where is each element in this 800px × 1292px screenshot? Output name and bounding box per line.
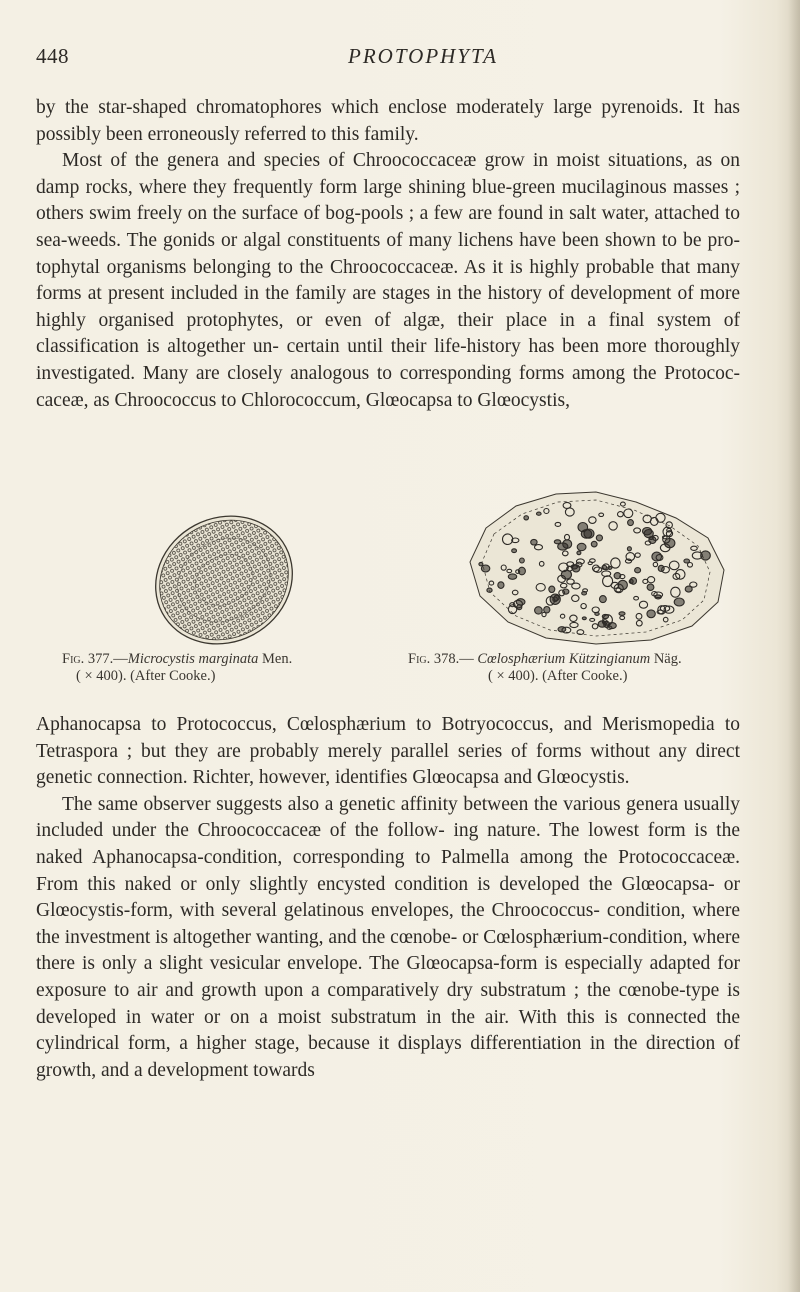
colony-cell xyxy=(520,558,525,563)
colony-cell xyxy=(598,621,606,627)
figure-378-coelosphaerium xyxy=(446,488,736,646)
body-text-top xyxy=(36,95,740,414)
colony-cell xyxy=(512,549,517,553)
colony-cell xyxy=(577,543,586,550)
colony-cell xyxy=(595,612,599,615)
colony-cell xyxy=(550,594,560,604)
paragraph: Aphanocapsa to Protococcus, Cœlosphærium to Botryococcus, and Merismopedia to Tetraspora ; but they are probably merely parallel series of forms without any direct genetic connection. Richter, however, identifies Glœocapsa and Glœocystis. xyxy=(36,714,740,789)
running-head: PROTOPHYTA xyxy=(348,44,498,68)
colony-cell xyxy=(582,591,587,595)
colony-cell xyxy=(674,598,684,606)
colony-cell xyxy=(644,530,653,538)
colony-cell xyxy=(627,547,631,551)
colony-cell xyxy=(563,589,569,594)
paragraph: by the star-shaped chromatophores which enclose moderately large pyrenoids. It has possibly been erroneously referred to this family. xyxy=(36,97,740,145)
colony-cell xyxy=(577,551,581,555)
colony-cell xyxy=(658,565,664,571)
page-header xyxy=(36,44,740,74)
colony-cell xyxy=(487,588,492,592)
figure-377-microcystis xyxy=(150,515,298,645)
colony-cell xyxy=(647,610,655,618)
body-text-bottom xyxy=(36,712,740,1084)
caption-label: Fig. 377.— xyxy=(62,651,128,667)
colony-cell xyxy=(684,559,690,563)
colony-cell xyxy=(652,552,662,561)
coelosphaerium-illustration xyxy=(446,488,736,646)
colony-cell xyxy=(608,623,616,629)
figure-377-caption xyxy=(62,651,392,685)
caption-magnification: ( × 400). (After Cooke.) xyxy=(488,668,628,684)
colony-cell xyxy=(600,596,607,603)
colony-cell xyxy=(549,586,555,592)
colony-cell xyxy=(561,570,571,579)
colony-cell xyxy=(591,541,597,547)
colony-cell xyxy=(647,584,654,590)
paragraph: Most of the genera and species of Chroococcaceæ grow in moist situations, as on damp rocks, where they frequently form large shining blue-green mucilaginous masses ; others swim freely on the surface of bog-pools ; a few are found in salt water, attached to sea-weeds. The gonids or algal constituents of many lichens have been shown to be pro- tophytal organisms belonging to the Chroococcaceæ. As it is highly probable that many forms at present included in the family are stages in the history of development of more highly organised protophytes, or even of algæ, their place in a final system of classification is altogether un- certain until their life-history has been more thoroughly investigated. Many are closely analogous to corresponding forms among the Protococ- caceæ, as Chroococcus to Chlorococcum, Glœocapsa to Glœocystis, xyxy=(36,150,740,411)
colony-cell xyxy=(518,567,525,575)
colony-cell xyxy=(531,539,537,545)
page-edge-shadow xyxy=(788,0,800,1292)
caption-label: Fig. 378.— xyxy=(408,651,478,667)
colony-cell xyxy=(635,568,641,573)
colony-cell xyxy=(524,516,529,520)
colony-cell xyxy=(558,543,568,550)
colony-cell xyxy=(629,579,633,583)
paragraph: The same observer suggests also a genetic affinity between the various genera usually included under the Chroococcaceæ of the follow- ing nature. The lowest form is the naked Aphanocapsa-condition, corresponding to Palmella among the Protococcaceæ. From this naked or only slightly encysted condition is developed the Glœocapsa- or Glœocystis-form, with several gelatinous envelopes, the Chroococcus- condition, where the investment is altogether wanting, and the cœnobe- or Cœlosphærium-condition, where there is only a slight vesicular envelope. The Glœocapsa-form is especially adapted for exposure to air and growth upon a comparatively dry substratum ; the cœnobe-type is developed in water or on a moist substratum in the air. With this is connected the cylindrical form, a higher stage, because it displays differentiation in the direction of growth, and a development towards xyxy=(36,793,741,1081)
colony-cell xyxy=(582,617,586,620)
figure-378-caption xyxy=(408,651,753,685)
page-number: 448 xyxy=(36,44,69,68)
colony-cell xyxy=(516,599,525,605)
microcystis-illustration xyxy=(150,515,298,645)
caption-species: Microcystis marginata xyxy=(127,651,259,667)
caption-author: Men. xyxy=(258,651,293,667)
colony-cell xyxy=(581,530,591,539)
colony-cell xyxy=(572,565,580,572)
colony-cell xyxy=(517,605,522,610)
colony-cell xyxy=(596,535,602,541)
colony-cell xyxy=(481,565,489,572)
colony-cell xyxy=(618,580,627,589)
colony-cell xyxy=(498,582,504,589)
colony-cell xyxy=(535,607,543,614)
caption-magnification: ( × 400). (After Cooke.) xyxy=(76,668,216,684)
colony-cell xyxy=(619,612,625,616)
colony-cell xyxy=(537,512,542,515)
caption-author: Näg. xyxy=(650,651,682,667)
caption-species: Cœlosphærium Kützingianum xyxy=(477,651,651,667)
colony-cell xyxy=(628,520,634,526)
colony-cell xyxy=(508,574,516,579)
